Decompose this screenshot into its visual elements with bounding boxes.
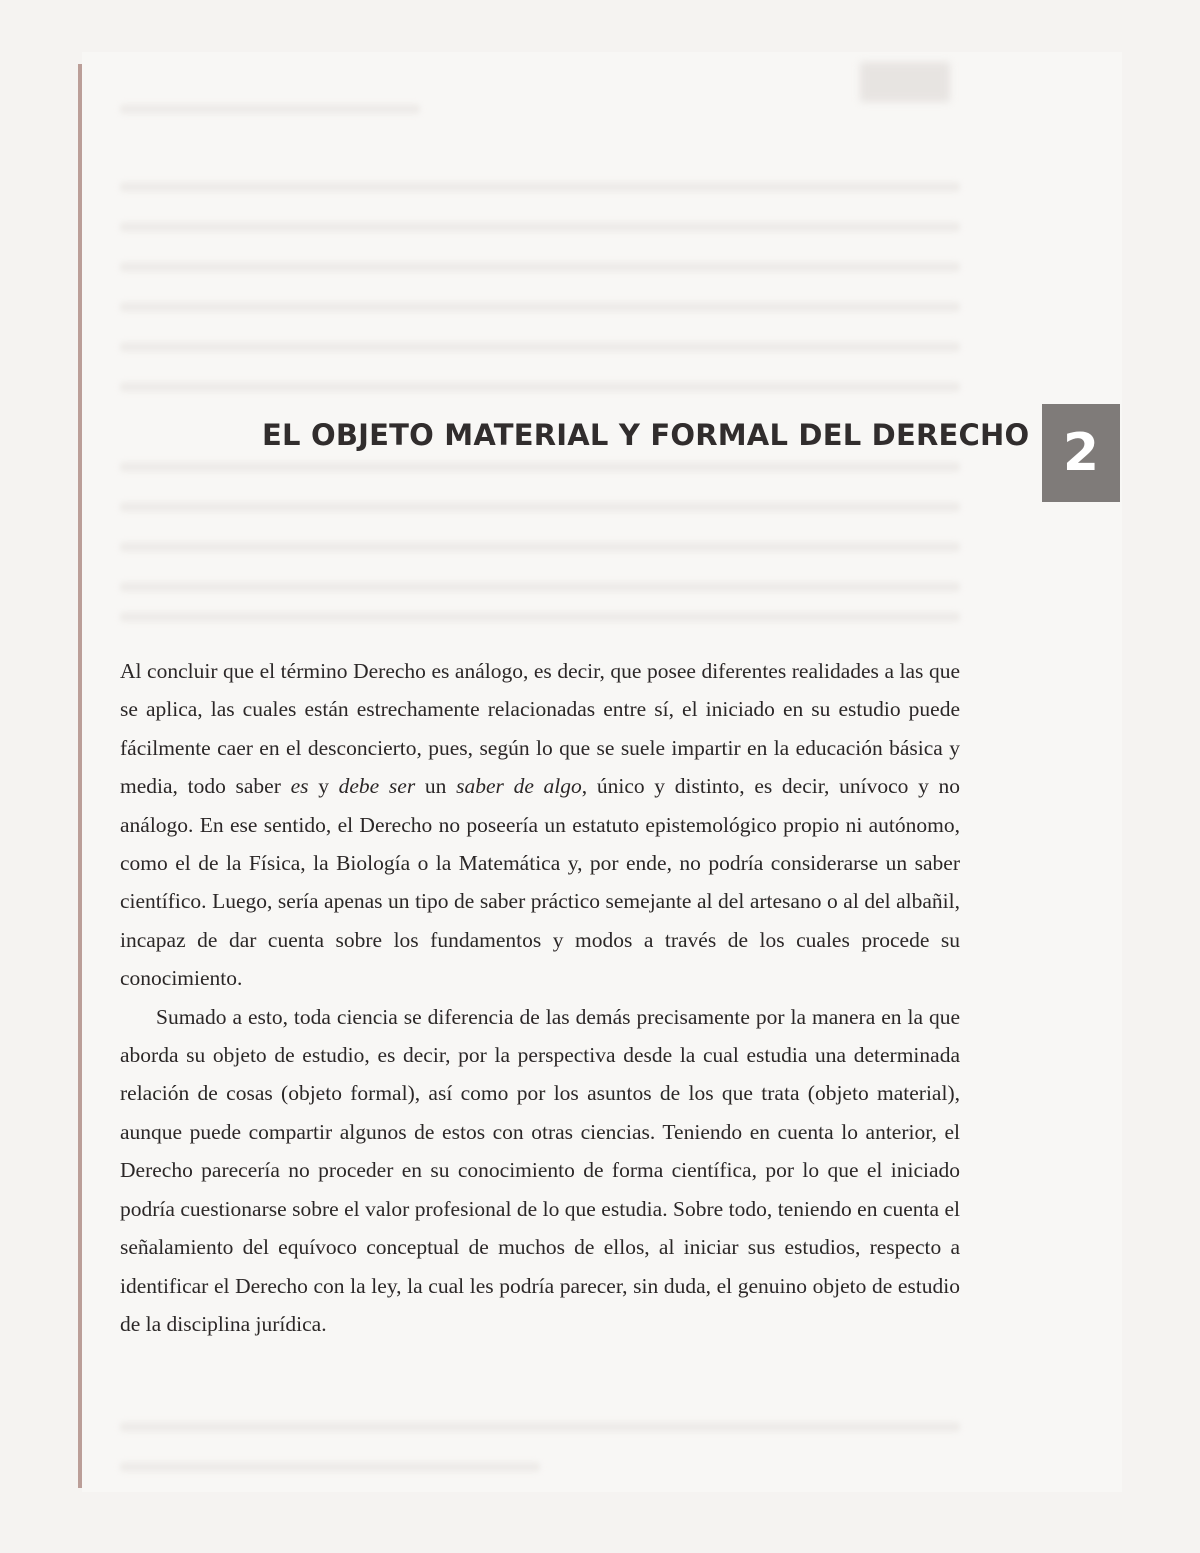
text-run-italic: debe ser [338, 774, 416, 799]
chapter-title: EL OBJETO MATERIAL Y FORMAL DEL DERECHO [262, 418, 1030, 452]
text-run: Al concluir que el término Derecho es análogo, es decir, que posee diferentes realidades a las que se aplica, las cuales están estrechamente relacionadas entre sí, el iniciado en su estudio puede fácilmente caer en el desconcierto, pues, según lo que se suele impartir en la educación básica y media, todo saber [120, 659, 960, 799]
chapter-body [120, 652, 960, 1343]
text-run: Sumado a esto, toda ciencia se diferencia de las demás precisamente por la manera en la que aborda su objeto de estudio, es decir, por la perspectiva desde la cual estudia una determinada relación de cosas (objeto formal), así como por los asuntos de los que trata (objeto material), aunque puede compartir algunos de estos con otras ciencias. Teniendo en cuenta lo anterior, el Derecho parecería no proceder en su conocimiento de forma científica, por lo que el iniciado podría cuestionarse sobre el valor profesional de lo que estudia. Sobre todo, teniendo en cuenta el señalamiento del equívoco conceptual de muchos de ellos, al iniciar sus estudios, respecto a identificar el Derecho con la ley, la cual les podría parecer, sin duda, el genuino objeto de estudio de la disciplina jurídica. [120, 1004, 960, 1336]
chapter-number-badge [1042, 404, 1120, 502]
paragraph-1 [120, 652, 960, 998]
text-run-italic: saber de algo [456, 774, 582, 799]
text-run: un [415, 774, 457, 799]
text-run-italic: es [290, 774, 309, 799]
paragraph-2 [120, 998, 960, 1344]
chapter-number: 2 [1062, 423, 1100, 483]
text-run: y [308, 774, 339, 799]
text-run: , único y distinto, es decir, unívoco y no análogo. En ese sentido, el Derecho no poseería un estatuto epistemológico propio ni autónomo, como el de la Física, la Biología o la Matemática y, por ende, no podría considerarse un saber científico. Luego, sería apenas un tipo de saber práctico semejante al del artesano o al del albañil, incapaz de dar cuenta sobre los fundamentos y modos a través de los cuales procede su conocimiento. [120, 774, 961, 991]
